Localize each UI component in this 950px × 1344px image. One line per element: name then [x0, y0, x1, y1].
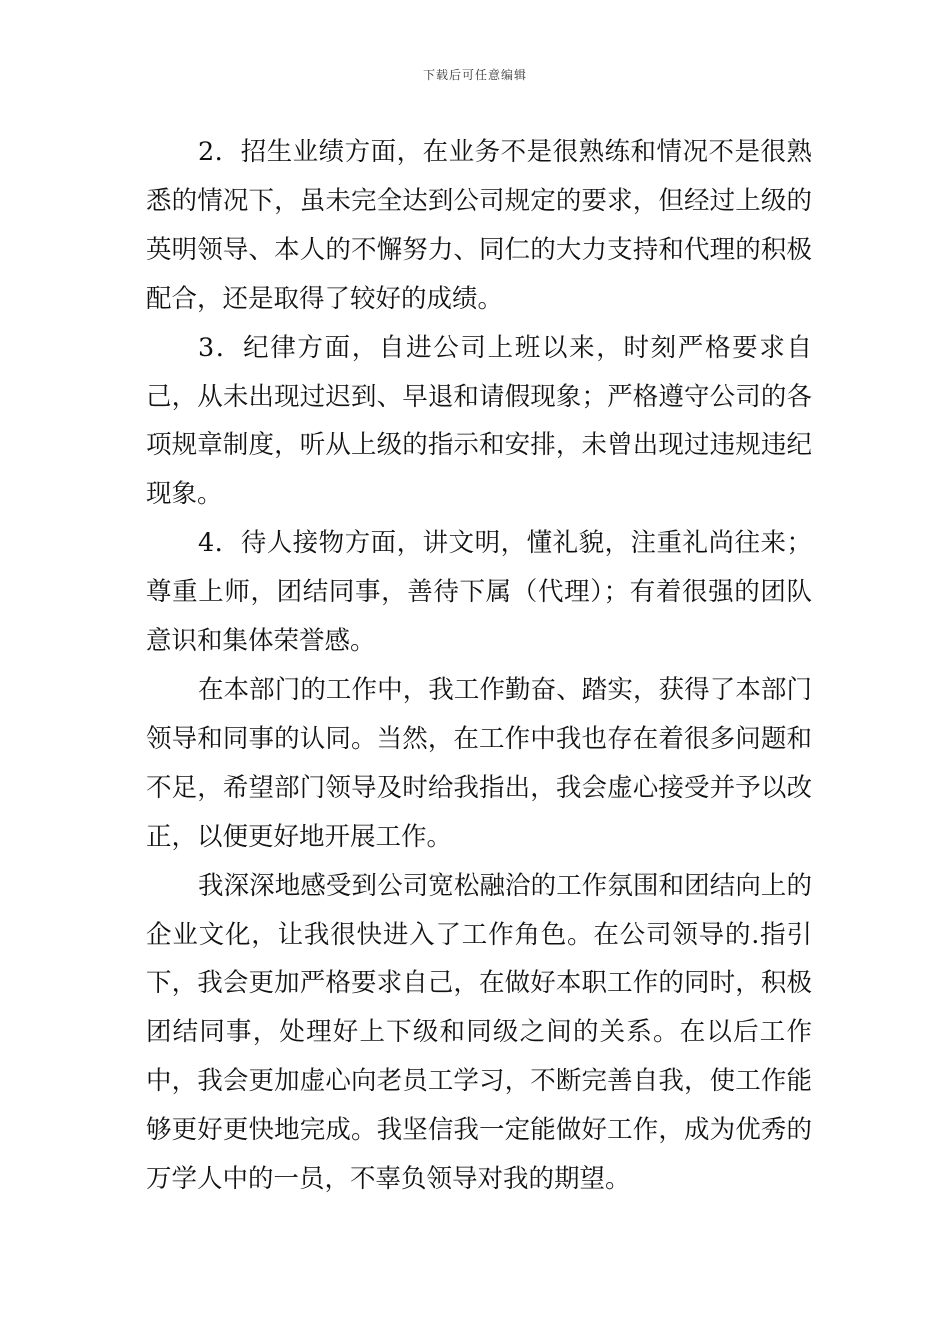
- header-note: 下载后可任意编辑: [422, 68, 527, 82]
- paragraph-department-work: 在本部门的工作中，我工作勤奋、踏实，获得了本部门领导和同事的认同。当然，在工作中我也存在着很多问题和不足，希望部门领导及时给我指出，我会虚心接受并予以改正，以便更好地开展工作。: [146, 674, 812, 852]
- document-body: [146, 128, 812, 1204]
- paragraph-interpersonal: 4．待人接物方面，讲文明，懂礼貌，注重礼尚往来；尊重上师，团结同事，善待下属（代理）；有着很强的团队意识和集体荣誉感。: [146, 528, 812, 657]
- paragraph-discipline: 3．纪律方面，自进公司上班以来，时刻严格要求自己，从未出现过迟到、早退和请假现象；严格遵守公司的各项规章制度，听从上级的指示和安排，未曾出现过违规违纪现象。: [146, 332, 812, 510]
- paragraph-company-culture: 我深深地感受到公司宽松融洽的工作氛围和团结向上的企业文化，让我很快进入了工作角色。在公司领导的.指引下，我会更加严格要求自己，在做好本职工作的同时，积极团结同事，处理好上下级和同级之间的关系。在以后工作中，我会更加虚心向老员工学习，不断完善自我，使工作能够更好更快地完成。我坚信我一定能做好工作，成为优秀的万学人中的一员，不辜负领导对我的期望。: [146, 870, 812, 1195]
- paragraph-recruitment: 2．招生业绩方面，在业务不是很熟练和情况不是很熟悉的情况下，虽未完全达到公司规定的要求，但经过上级的英明领导、本人的不懈努力、同仁的大力支持和代理的积极配合，还是取得了较好的成绩。: [146, 137, 812, 314]
